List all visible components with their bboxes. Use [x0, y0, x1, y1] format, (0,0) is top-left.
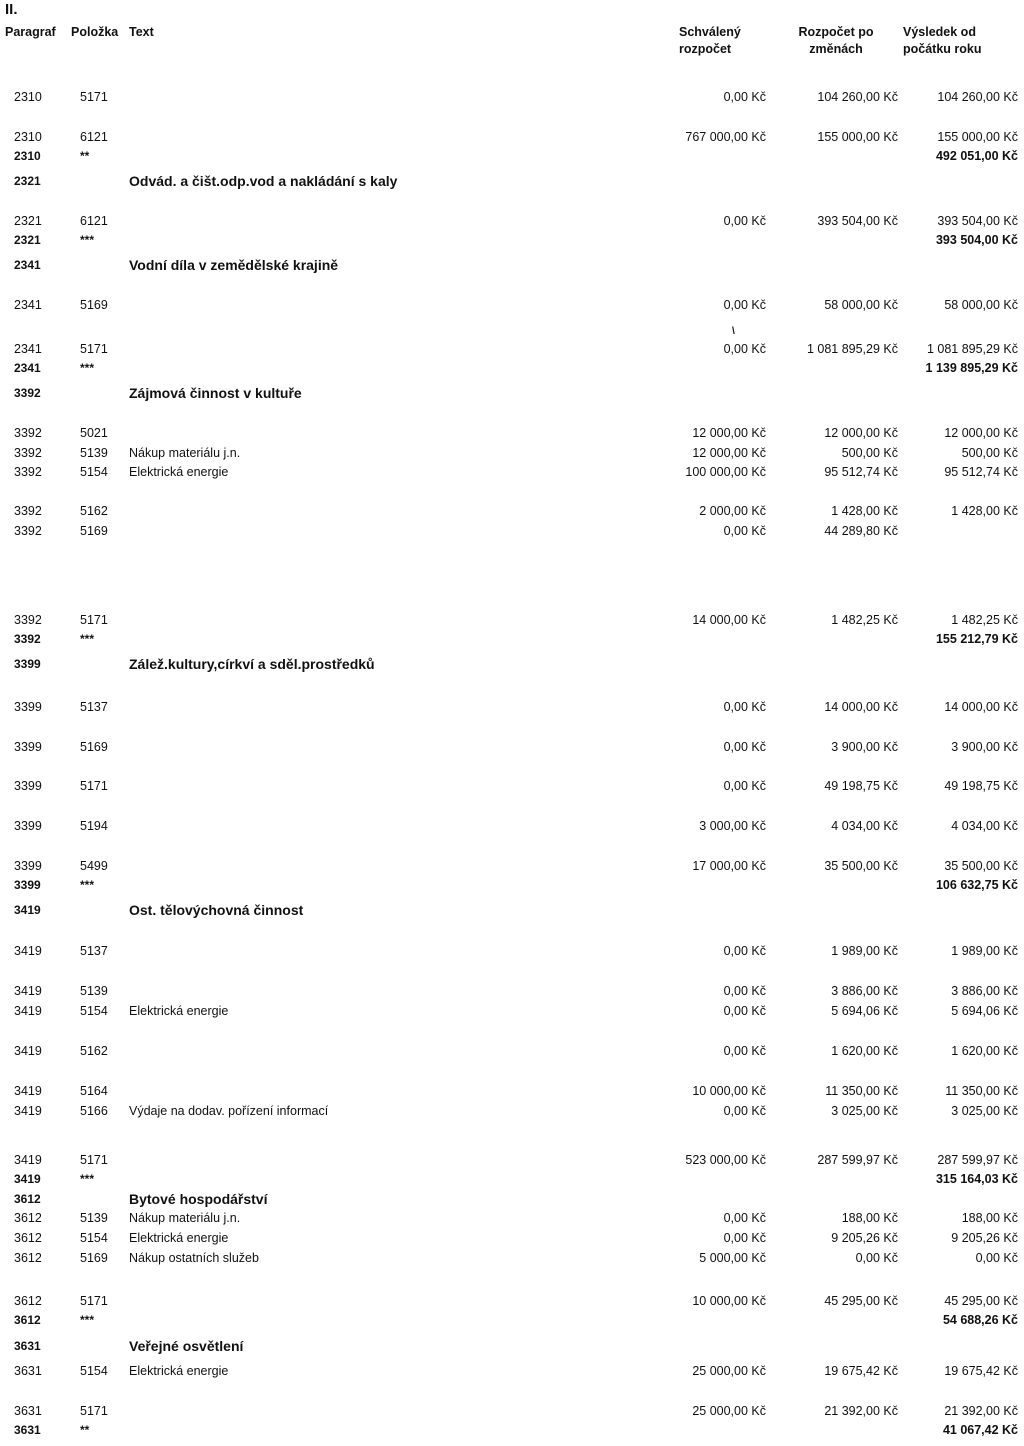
- table-row: [0, 424, 1024, 442]
- rozpocet-po-zmenach-cell: 3 886,00 Kč: [831, 984, 898, 998]
- polozka-cell: 5139: [80, 446, 108, 460]
- section-title: II.: [5, 1, 18, 18]
- schvaleny-rozpocet-cell: 0,00 Kč: [723, 1004, 766, 1018]
- schvaleny-rozpocet-cell: 0,00 Kč: [723, 298, 766, 312]
- vysledek-cell: 3 886,00 Kč: [951, 984, 1018, 998]
- rozpocet-po-zmenach-cell: 5 694,06 Kč: [831, 1004, 898, 1018]
- text-cell: Elektrická energie: [129, 465, 229, 479]
- section-heading-row: [0, 256, 1024, 274]
- header-vysledek: [903, 24, 982, 58]
- vysledek-cell: 19 675,42 Kč: [944, 1364, 1018, 1378]
- rozpocet-po-zmenach-cell: 14 000,00 Kč: [824, 700, 898, 714]
- vysledek-cell: 188,00 Kč: [961, 1211, 1018, 1225]
- paragraf-cell: 3419: [14, 903, 41, 917]
- polozka-cell: 5171: [80, 613, 108, 627]
- schvaleny-rozpocet-cell: 523 000,00 Kč: [685, 1153, 766, 1167]
- polozka-cell: 5154: [80, 1231, 108, 1245]
- polozka-cell: 5162: [80, 1044, 108, 1058]
- table-row: [0, 1102, 1024, 1120]
- paragraf-cell: 3399: [14, 878, 41, 892]
- text-cell: Zájmová činnost v kultuře: [129, 385, 302, 401]
- vysledek-cell: 155 212,79 Kč: [935, 632, 1018, 646]
- paragraf-cell: 2341: [14, 361, 41, 375]
- vysledek-cell: 3 900,00 Kč: [951, 740, 1018, 754]
- schvaleny-rozpocet-cell: 10 000,00 Kč: [692, 1294, 766, 1308]
- rozpocet-po-zmenach-cell: 3 900,00 Kč: [831, 740, 898, 754]
- rozpocet-po-zmenach-cell: 188,00 Kč: [841, 1211, 898, 1225]
- text-cell: Veřejné osvětlení: [129, 1338, 244, 1354]
- header-rozpocet-line2: změnách: [809, 42, 863, 56]
- rozpocet-po-zmenach-cell: 0,00 Kč: [855, 1251, 898, 1265]
- schvaleny-rozpocet-cell: 17 000,00 Kč: [692, 859, 766, 873]
- table-row: [0, 522, 1024, 540]
- header-schvaleny-line1: Schválený: [679, 25, 741, 39]
- polozka-cell: 5164: [80, 1084, 108, 1098]
- header-polozka: Položka: [71, 25, 119, 39]
- rozpocet-po-zmenach-cell: 44 289,80 Kč: [824, 524, 898, 538]
- schvaleny-rozpocet-cell: 0,00 Kč: [723, 214, 766, 228]
- paragraf-cell: 3399: [14, 819, 42, 833]
- vysledek-cell: 104 260,00 Kč: [937, 90, 1018, 104]
- rozpocet-po-zmenach-cell: 1 482,25 Kč: [831, 613, 898, 627]
- vysledek-cell: 1 428,00 Kč: [951, 504, 1018, 518]
- table-row: [0, 1229, 1024, 1247]
- polozka-cell: 5171: [80, 779, 108, 793]
- text-cell: Výdaje na dodav. pořízení informací: [129, 1104, 329, 1118]
- schvaleny-rozpocet-cell: 0,00 Kč: [723, 1231, 766, 1245]
- polozka-cell: 5137: [80, 700, 108, 714]
- paragraf-cell: 3419: [14, 984, 42, 998]
- polozka-cell: 6121: [80, 130, 108, 144]
- polozka-cell: 5021: [80, 426, 108, 440]
- vysledek-cell: 35 500,00 Kč: [944, 859, 1018, 873]
- rozpocet-po-zmenach-cell: 500,00 Kč: [841, 446, 898, 460]
- polozka-cell: **: [80, 149, 90, 163]
- table-row: [0, 128, 1024, 146]
- schvaleny-rozpocet-cell: 0,00 Kč: [723, 1044, 766, 1058]
- paragraf-cell: 2321: [14, 174, 41, 188]
- schvaleny-rozpocet-cell: 0,00 Kč: [723, 1104, 766, 1118]
- section-heading-row: [0, 172, 1024, 190]
- table-row: [0, 340, 1024, 358]
- paragraf-cell: 3419: [14, 1044, 42, 1058]
- polozka-cell: 5162: [80, 504, 108, 518]
- polozka-cell: 5166: [80, 1104, 108, 1118]
- table-row: [0, 857, 1024, 875]
- table-row: [0, 502, 1024, 520]
- paragraf-cell: 3392: [14, 386, 41, 400]
- vysledek-cell: 287 599,97 Kč: [937, 1153, 1018, 1167]
- section-heading-row: [0, 655, 1024, 673]
- schvaleny-rozpocet-cell: 25 000,00 Kč: [692, 1404, 766, 1418]
- text-cell: Elektrická energie: [129, 1364, 229, 1378]
- table-row: [0, 1002, 1024, 1020]
- paragraf-cell: 3392: [14, 465, 42, 479]
- schvaleny-rozpocet-cell: 0,00 Kč: [723, 90, 766, 104]
- table-row: [0, 1362, 1024, 1380]
- paragraf-cell: 3612: [14, 1294, 42, 1308]
- header-schvaleny: [679, 24, 741, 58]
- rozpocet-po-zmenach-cell: 287 599,97 Kč: [817, 1153, 898, 1167]
- table-row: [0, 698, 1024, 716]
- polozka-cell: 5169: [80, 1251, 108, 1265]
- schvaleny-rozpocet-cell: 10 000,00 Kč: [692, 1084, 766, 1098]
- schvaleny-rozpocet-cell: 0,00 Kč: [723, 342, 766, 356]
- paragraf-cell: 3392: [14, 426, 42, 440]
- paragraf-cell: 2341: [14, 298, 42, 312]
- schvaleny-rozpocet-cell: 100 000,00 Kč: [685, 465, 766, 479]
- vysledek-cell: 155 000,00 Kč: [937, 130, 1018, 144]
- vysledek-cell: 49 198,75 Kč: [944, 779, 1018, 793]
- rozpocet-po-zmenach-cell: 21 392,00 Kč: [824, 1404, 898, 1418]
- text-cell: Elektrická energie: [129, 1004, 229, 1018]
- vysledek-cell: 1 989,00 Kč: [951, 944, 1018, 958]
- table-row: [0, 1292, 1024, 1310]
- polozka-cell: 5154: [80, 1364, 108, 1378]
- polozka-cell: 5171: [80, 90, 108, 104]
- table-row: [0, 611, 1024, 629]
- vysledek-cell: 4 034,00 Kč: [951, 819, 1018, 833]
- vysledek-cell: 1 081 895,29 Kč: [926, 342, 1018, 356]
- text-cell: Zálež.kultury,církví a sděl.prostředků: [129, 656, 375, 672]
- polozka-cell: 5169: [80, 740, 108, 754]
- vysledek-cell: 9 205,26 Kč: [951, 1231, 1018, 1245]
- schvaleny-rozpocet-cell: 0,00 Kč: [723, 700, 766, 714]
- rozpocet-po-zmenach-cell: 155 000,00 Kč: [817, 130, 898, 144]
- paragraf-cell: 3631: [14, 1364, 42, 1378]
- paragraf-cell: 2310: [14, 149, 41, 163]
- schvaleny-rozpocet-cell: 25 000,00 Kč: [692, 1364, 766, 1378]
- vysledek-cell: 11 350,00 Kč: [945, 1084, 1018, 1098]
- rozpocet-po-zmenach-cell: 45 295,00 Kč: [824, 1294, 898, 1308]
- rozpocet-po-zmenach-cell: 11 350,00 Kč: [825, 1084, 898, 1098]
- paragraf-cell: 3612: [14, 1192, 41, 1206]
- paragraf-cell: 2321: [14, 214, 42, 228]
- table-row: [0, 817, 1024, 835]
- paragraf-cell: 3399: [14, 700, 42, 714]
- rozpocet-po-zmenach-cell: 35 500,00 Kč: [824, 859, 898, 873]
- rozpocet-po-zmenach-cell: 1 620,00 Kč: [831, 1044, 898, 1058]
- subtotal-row: [0, 147, 1024, 165]
- schvaleny-rozpocet-cell: 3 000,00 Kč: [699, 819, 766, 833]
- paragraf-cell: 3399: [14, 859, 42, 873]
- rozpocet-po-zmenach-cell: 4 034,00 Kč: [831, 819, 898, 833]
- paragraf-cell: 3631: [14, 1423, 41, 1437]
- polozka-cell: ***: [80, 1313, 95, 1327]
- schvaleny-rozpocet-cell: 767 000,00 Kč: [685, 130, 766, 144]
- text-cell: Bytové hospodářství: [129, 1191, 268, 1207]
- rozpocet-po-zmenach-cell: 1 428,00 Kč: [831, 504, 898, 518]
- subtotal-row: [0, 876, 1024, 894]
- vysledek-cell: 315 164,03 Kč: [935, 1172, 1018, 1186]
- subtotal-row: [0, 231, 1024, 249]
- schvaleny-rozpocet-cell: 2 000,00 Kč: [699, 504, 766, 518]
- table-row: [0, 463, 1024, 481]
- section-heading-row: [0, 901, 1024, 919]
- paragraf-cell: 3419: [14, 1172, 41, 1186]
- vysledek-cell: 54 688,26 Kč: [942, 1313, 1018, 1327]
- rozpocet-po-zmenach-cell: 12 000,00 Kč: [824, 426, 898, 440]
- vysledek-cell: 58 000,00 Kč: [944, 298, 1018, 312]
- vysledek-cell: 393 504,00 Kč: [937, 214, 1018, 228]
- text-cell: Elektrická energie: [129, 1231, 229, 1245]
- subtotal-row: [0, 1170, 1024, 1188]
- paragraf-cell: 3612: [14, 1313, 41, 1327]
- vysledek-cell: 3 025,00 Kč: [951, 1104, 1018, 1118]
- text-cell: Nákup ostatních služeb: [129, 1251, 259, 1265]
- paragraf-cell: 3612: [14, 1251, 42, 1265]
- section-heading-row: [0, 1337, 1024, 1355]
- paragraf-cell: 3392: [14, 524, 42, 538]
- polozka-cell: 5169: [80, 524, 108, 538]
- subtotal-row: [0, 1311, 1024, 1329]
- schvaleny-rozpocet-cell: 0,00 Kč: [723, 944, 766, 958]
- section-heading-row: [0, 384, 1024, 402]
- table-row: [0, 738, 1024, 756]
- polozka-cell: 5194: [80, 819, 108, 833]
- rozpocet-po-zmenach-cell: 95 512,74 Kč: [824, 465, 898, 479]
- polozka-cell: 5137: [80, 944, 108, 958]
- rozpocet-po-zmenach-cell: 1 989,00 Kč: [831, 944, 898, 958]
- text-cell: Nákup materiálu j.n.: [129, 446, 241, 460]
- header-text: Text: [129, 25, 154, 39]
- table-row: [0, 1249, 1024, 1267]
- paragraf-cell: 3399: [14, 779, 42, 793]
- paragraf-cell: 3631: [14, 1404, 42, 1418]
- paragraf-cell: 3612: [14, 1211, 42, 1225]
- text-cell: Odvád. a čišt.odp.vod a nakládání s kaly: [129, 173, 398, 189]
- polozka-cell: 5139: [80, 1211, 108, 1225]
- schvaleny-rozpocet-cell: 12 000,00 Kč: [692, 446, 766, 460]
- vysledek-cell: 21 392,00 Kč: [944, 1404, 1018, 1418]
- rozpocet-po-zmenach-cell: 393 504,00 Kč: [817, 214, 898, 228]
- paragraf-cell: 2310: [14, 90, 42, 104]
- vysledek-cell: 1 482,25 Kč: [951, 613, 1018, 627]
- schvaleny-rozpocet-cell: 0,00 Kč: [723, 779, 766, 793]
- paragraf-cell: 3392: [14, 632, 41, 646]
- polozka-cell: 5171: [80, 342, 108, 356]
- schvaleny-rozpocet-cell: 12 000,00 Kč: [692, 426, 766, 440]
- schvaleny-rozpocet-cell: 14 000,00 Kč: [692, 613, 766, 627]
- polozka-cell: 5171: [80, 1153, 108, 1167]
- vysledek-cell: 0,00 Kč: [975, 1251, 1018, 1265]
- polozka-cell: **: [80, 1423, 90, 1437]
- polozka-cell: ***: [80, 632, 95, 646]
- vysledek-cell: 45 295,00 Kč: [944, 1294, 1018, 1308]
- paragraf-cell: 3419: [14, 1004, 42, 1018]
- polozka-cell: 5171: [80, 1404, 108, 1418]
- vysledek-cell: 393 504,00 Kč: [935, 233, 1018, 247]
- table-row: [0, 777, 1024, 795]
- header-rozpocet: [796, 24, 876, 58]
- table-row: [0, 212, 1024, 230]
- subtotal-row: [0, 1421, 1024, 1439]
- header-paragraf: Paragraf: [5, 25, 56, 39]
- rozpocet-po-zmenach-cell: 9 205,26 Kč: [831, 1231, 898, 1245]
- polozka-cell: ***: [80, 878, 95, 892]
- schvaleny-rozpocet-cell: 0,00 Kč: [723, 740, 766, 754]
- rozpocet-po-zmenach-cell: 58 000,00 Kč: [824, 298, 898, 312]
- polozka-cell: 5154: [80, 1004, 108, 1018]
- paragraf-cell: 3392: [14, 504, 42, 518]
- text-cell: Vodní díla v zemědělské krajině: [129, 257, 339, 273]
- paragraf-cell: 3631: [14, 1339, 41, 1353]
- schvaleny-rozpocet-cell: 0,00 Kč: [723, 1211, 766, 1225]
- paragraf-cell: 3419: [14, 1084, 42, 1098]
- header-schvaleny-line2: rozpočet: [679, 42, 732, 56]
- vysledek-cell: 12 000,00 Kč: [944, 426, 1018, 440]
- header-rozpocet-line1: Rozpočet po: [798, 25, 874, 39]
- table-row: [0, 1151, 1024, 1169]
- schvaleny-rozpocet-cell: 0,00 Kč: [723, 984, 766, 998]
- table-row: [0, 982, 1024, 1000]
- section-heading-row: [0, 1190, 1024, 1208]
- paragraf-cell: 3612: [14, 1231, 42, 1245]
- subtotal-row: [0, 630, 1024, 648]
- text-cell: Ost. tělovýchovná činnost: [129, 902, 304, 918]
- paragraf-cell: 2321: [14, 233, 41, 247]
- table-row: [0, 942, 1024, 960]
- polozka-cell: 5139: [80, 984, 108, 998]
- table-row: [0, 1402, 1024, 1420]
- rozpocet-po-zmenach-cell: 49 198,75 Kč: [824, 779, 898, 793]
- paragraf-cell: 2310: [14, 130, 42, 144]
- vysledek-cell: 1 620,00 Kč: [951, 1044, 1018, 1058]
- paragraf-cell: 3392: [14, 613, 42, 627]
- paragraf-cell: 3419: [14, 1153, 42, 1167]
- header-vysledek-line2: počátku roku: [903, 42, 982, 56]
- polozka-cell: ***: [80, 1172, 95, 1186]
- pen-mark: \: [732, 326, 735, 337]
- paragraf-cell: 2341: [14, 258, 41, 272]
- schvaleny-rozpocet-cell: 5 000,00 Kč: [699, 1251, 766, 1265]
- vysledek-cell: 1 139 895,29 Kč: [925, 361, 1018, 375]
- table-row: [0, 296, 1024, 314]
- polozka-cell: 5169: [80, 298, 108, 312]
- schvaleny-rozpocet-cell: 0,00 Kč: [723, 524, 766, 538]
- polozka-cell: 5154: [80, 465, 108, 479]
- rozpocet-po-zmenach-cell: 104 260,00 Kč: [817, 90, 898, 104]
- vysledek-cell: 5 694,06 Kč: [951, 1004, 1018, 1018]
- subtotal-row: [0, 359, 1024, 377]
- polozka-cell: ***: [80, 233, 95, 247]
- paragraf-cell: 3399: [14, 657, 41, 671]
- vysledek-cell: 14 000,00 Kč: [944, 700, 1018, 714]
- polozka-cell: ***: [80, 361, 95, 375]
- paragraf-cell: 3419: [14, 1104, 42, 1118]
- table-row: [0, 1209, 1024, 1227]
- rozpocet-po-zmenach-cell: 3 025,00 Kč: [831, 1104, 898, 1118]
- paragraf-cell: 2341: [14, 342, 42, 356]
- header-vysledek-line1: Výsledek od: [903, 25, 976, 39]
- paragraf-cell: 3419: [14, 944, 42, 958]
- rozpocet-po-zmenach-cell: 1 081 895,29 Kč: [806, 342, 898, 356]
- vysledek-cell: 500,00 Kč: [961, 446, 1018, 460]
- table-row: [0, 1082, 1024, 1100]
- rozpocet-po-zmenach-cell: 19 675,42 Kč: [824, 1364, 898, 1378]
- paragraf-cell: 3392: [14, 446, 42, 460]
- paragraf-cell: 3399: [14, 740, 42, 754]
- vysledek-cell: 106 632,75 Kč: [935, 878, 1018, 892]
- text-cell: Nákup materiálu j.n.: [129, 1211, 241, 1225]
- vysledek-cell: 492 051,00 Kč: [935, 149, 1018, 163]
- table-row: [0, 88, 1024, 106]
- table-row: [0, 444, 1024, 462]
- polozka-cell: 5171: [80, 1294, 108, 1308]
- polozka-cell: 5499: [80, 859, 108, 873]
- table-row: [0, 1042, 1024, 1060]
- vysledek-cell: 41 067,42 Kč: [942, 1423, 1018, 1437]
- vysledek-cell: 95 512,74 Kč: [944, 465, 1018, 479]
- polozka-cell: 6121: [80, 214, 108, 228]
